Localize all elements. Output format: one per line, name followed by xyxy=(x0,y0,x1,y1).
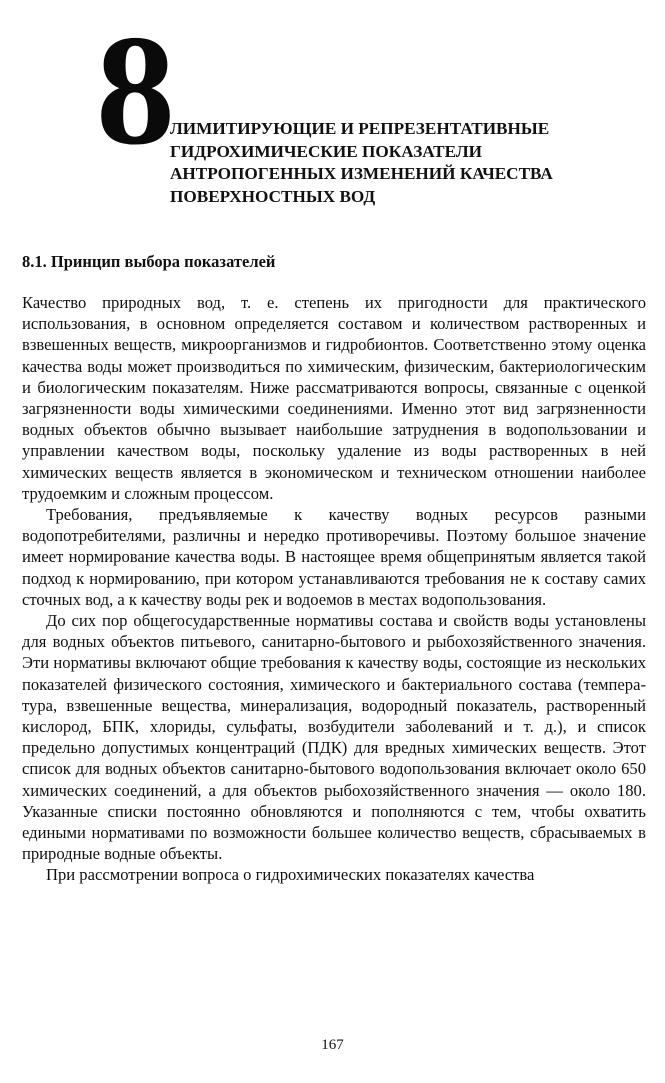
chapter-title-line: ПОВЕРХНОСТНЫХ ВОД xyxy=(170,186,376,206)
section-heading: 8.1. Принцип выбора показателей xyxy=(22,252,276,271)
paragraph: Качество природных вод, т. е. степень их пригодности для практического использования, в основном определяется составом и количеством растворенных и взвешенных веществ, микроорганизмов и гидробионтов. Соответственно этому оценка качества воды может производиться по химическим, физическим, бактериологическим и биологическим показателям. Ниже рассматриваются вопросы, связанные с оценкой загрязненности воды химическими соединениями. Именно этот вид загрязненности водных объектов обычно вызывает наибольшие затруднения в водопользовании и управлении качеством воды, поскольку удаление из воды растворенных в ней химических веществ является в экономическом и техническом отношении наиболее трудоемким и сложным процессом. xyxy=(22,293,646,503)
chapter-title-line: ГИДРОХИМИЧЕСКИЕ ПОКАЗАТЕЛИ xyxy=(170,141,483,161)
chapter-number: 8 xyxy=(96,3,175,178)
paragraph: До сих пор общегосударственные нормативы состава и свойств воды установлены для водных объектов питьевого, санитарно-бытового и рыбохозяйственного значения. Эти нормативы включают общие требования к качеству воды, состоящие из нескольких показателей физического состояния, химического и бактериального состава (температура, взвешенные вещества, минерализация, водородный показатель, растворенный кислород, БПК, хлориды, сульфаты, возбудители заболеваний и т. д.), и список предельно допустимых концентраций (ПДК) для вредных химических веществ. Этот список для водных объектов санитарно-бытового водопользования включает около 650 химических соединений, а для объектов рыбохозяйственного значения — около 180. Указанные списки постоянно обновляются и пополняются с тем, чтобы охватить едиными нормативами по возможности большее количество веществ, сбрасываемых в природные водные объекты. xyxy=(22,611,646,864)
body-text xyxy=(22,292,646,886)
paragraph: При рассмотрении вопроса о гидрохимических показателях качества xyxy=(46,865,535,885)
paragraph: Требования, предъявляемые к качеству водных ресурсов разными водопотребителями, различны и нередко противоречивы. Поэтому большое значение имеет нормирование качества воды. В настоящее время общепринятым является такой подход к нормированию, при котором устанавливаются требования не к составу самих сточных вод, а к качеству воды рек и водоемов в местах водопользования. xyxy=(22,505,646,609)
page-number: 167 xyxy=(321,1037,344,1053)
chapter-title-line: ЛИМИТИРУЮЩИЕ И РЕПРЕЗЕНТАТИВНЫЕ xyxy=(170,119,550,138)
chapter-title-line: АНТРОПОГЕННЫХ ИЗМЕНЕНИЙ КАЧЕСТВА xyxy=(170,164,553,183)
chapter-title xyxy=(170,118,640,208)
